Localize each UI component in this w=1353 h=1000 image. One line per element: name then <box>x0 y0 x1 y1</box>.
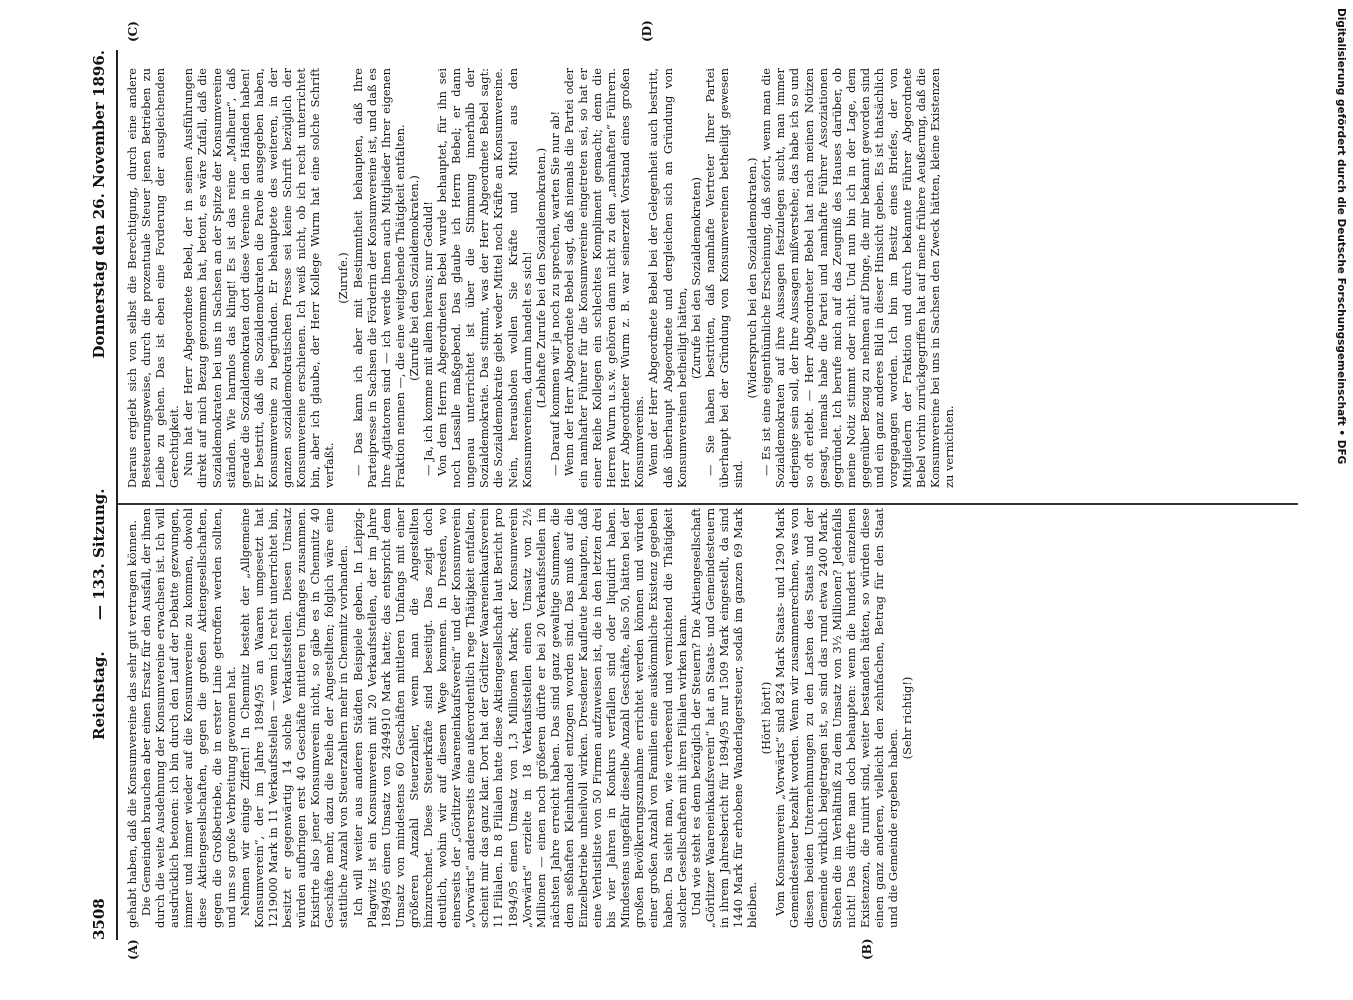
interjection: (Sehr richtig!) <box>900 676 915 760</box>
credit-text: Digitalisierung gefördert durch die Deutsche Forschungsgemeinschaft • DFG <box>1335 8 1347 465</box>
digitization-credit <box>1335 8 1349 993</box>
paragraph: — Ja, ich komme mit allem heraus; nur Geduld! <box>420 201 435 476</box>
paragraph: Vom Konsumverein „Vorwärts“ sind 824 Mark Staats- und 1290 Mark Gemeindesteuer bezahlt worden. Wenn wir zusammenrechnen, was von diesen beiden Unternehmungen zu den Lasten des Staats und der Gemeinde wirklich beigetragen ist, so sind das rund etwa 2400 Mark. Stehen die im Verhältniß zu dem Umsatz von 3½ Millionen? Jedenfalls nicht! Das dürfte man doch behaupten: wenn die hundert einzelnen Existenzen, die ruinirt sind, weiter bestanden hätten, so würden diese einen ganz anderen, vielleicht den zehnfachen, Betrag für den Staat und die Gemeinde ergeben haben. <box>773 508 901 928</box>
header-date: Donnerstag den 26. November 1896. <box>90 50 108 359</box>
interjection: (Zurufe bei den Sozialdemokraten.) <box>406 175 421 381</box>
header-rule <box>116 50 118 940</box>
paragraph: Die Gemeinden brauchen aber einen Ersatz für den Ausfall, der ihnen durch die weite Ausdehnung der Konsumvereine erwachsen ist. Ich will ausdrücklich betonen: ich bin durch den Lauf der Debatte gezwungen, immer und immer wieder auf die Konsumvereine zu kommen, obwohl diese Aktiengesellschaften, gegen die großen Aktiengesellschaften, gegen die Großbetriebe, die in erster Linie getroffen werden sollten, und uns so große Verbreitung gewonnen hat. <box>139 508 238 928</box>
paragraph: Wenn der Herr Abgeordnete Bebel bei der Gelegenheit auch bestritt, daß überhaupt Abgeordnete und dergleichen sich an Gründung von Konsumvereinen betheiligt hätten, <box>646 68 689 488</box>
paragraph: Daraus ergiebt sich von selbst die Berechtigung, durch eine andere Besteuerungsweise, durch die prozentuale Steuer jenen Betrieben zu Leibe zu gehen. Das ist eben eine Forderung der ausgleichenden Gerechtigkeit. <box>125 68 182 488</box>
paragraph: — Darauf kommen wir ja noch zu sprechen, warten Sie nur ab! <box>547 110 562 476</box>
interjection: (Widerspruch bei den Sozialdemokraten.) <box>745 157 760 399</box>
right-column <box>125 68 1295 488</box>
paragraph: Ich will weiter aus anderen Städten Beispiele geben. In Leipzig-Plagwitz ist ein Konsumverein mit 20 Verkaufsstellen, der im Jahre 1894/95 einen Umsatz von 2494910 Mark hatte; das entspricht dem Umsatz von mindestens 60 Geschäften mittleren Umfangs mit einer größeren Anzahl Steuerzahler, wenn man die Angestellten hinzurechnet. Diese Steuerkräfte sind beseitigt. Das zeigt doch deutlich, wohin wir auf diesem Wege kommen. In Dresden, wo einerseits der „Görlitzer Waareneinkaufsverein“ und der Konsumverein „Vorwärts“ andererseits eine außerordentlich rege Thätigkeit entfalten, scheint mir das ganz klar. Dort hat der Görlitzer Waareneinkaufsverein 11 Filialen. In 8 Filialen hatte diese Aktiengesellschaft laut Bericht pro 1894/95 einen Umsatz von 1,3 Millionen Mark; der Konsumverein „Vorwärts“ erzielte in 18 Verkaufsstellen einen Umsatz von 2½ Millionen — einen noch größeren dürfte er bei 20 Verkaufsstellen im nächsten Jahre erreicht haben. Das sind ganz gewaltige Summen, die dem seßhaften Kleinhandel entzogen worden sind. Das muß auf die Einzelbetriebe unheilvoll wirken. Dresdener Kaufleute behaupten, daß eine Verlustliste von 50 Firmen aufzuweisen ist, die in den letzten drei bis vier Jahren in Konkurs verfallen sind oder liquidirt haben. Mindestens ungefähr dieselbe Anzahl Geschäfte, also 50, hätten bei der großen Bevölkerungszunahme errichtet werden können und würden einer großen Anzahl von Familien eine auskömmliche Existenz gegeben haben. Da sieht man, wie verheerend und vernichtend die Thätigkeit solcher Gesellschaften mit ihren Filialen wirken kann. <box>350 508 689 928</box>
margin-mark-c: (C) <box>126 21 140 42</box>
column-divider <box>118 504 1298 506</box>
page-number: 3508 <box>90 898 108 940</box>
paragraph: Nehmen wir einige Ziffern! In Chemnitz besteht der „Allgemeine Konsumverein“, der im Jahre 1894/95 an Waaren umgesetzt hat 1219000 Mark in 11 Verkaufsstellen — wenn ich recht unterrichtet bin, besitzt er gegenwärtig 14 solche Verkaufsstellen. Diesen Umsatz würden aufbringen erst 40 Geschäfte mittleren Umfanges zusammen. Existirte also jener Konsumverein nicht, so gäbe es in Chemnitz 40 Geschäfte mehr, dazu die Reihe der Angestellten; folglich wäre eine stattliche Anzahl von Steuerzahlern mehr in Chemnitz vorhanden. <box>237 508 351 928</box>
paragraph: gehabt haben, daß die Konsumvereine das sehr gut vertragen können. <box>125 520 139 928</box>
paragraph: — Sie haben bestritten, daß namhafte Vertreter Ihrer Partei überhaupt bei der Gründung von Konsumvereinen betheiligt gewesen sind. <box>702 68 746 488</box>
paragraph: — Es ist eine eigenthümliche Erscheinung, daß sofort, wenn man die Sozialdemokraten auf ihre Aussagen festzulegen sucht, man immer derjenige sein soll, der Ihre Aussagen mißverstehe; das habe ich so und so oft erlebt. — Herr Abgeordneter Bebel hat nach meinen Notizen gesagt, niemals habe die Partei und namhafte Führer Assoziationen gegründet. Ich berufe mich auf das Zeugniß des Hauses darüber, ob meine Notiz stimmt oder nicht. Und nun bin ich in der Lage, dem gegenüber Bezug zu nehmen auf Dinge, die mir bekannt geworden sind und ein ganz anderes Bild in dieser Hinsicht geben. Es ist thatsächlich vorgegangen worden. Ich bin im Besitz eines Briefes, der von Mitgliedern der Fraktion und durch bekannte Führer Abgeordnete Bebel vorhin zurückgegriffen hat auf meine frühere Aeußerung, daß die Konsumvereine bei uns in Sachsen den Zweck hätten, kleine Existenzen zu vernichten. <box>759 68 957 488</box>
paragraph: Wenn der Herr Abgeordnete Bebel sagt, daß niemals die Partei oder ein namhafter Führer für die Konsumvereine eingetreten sei, so hat er einer Reihe Kollegen ein schlechtes Kompliment gemacht; denn die Herren Wurm u.s.w. gehören dann nicht zu den „namhaften“ Führern. Herr Abgeordneter Wurm z. B. war seinerzeit Vorstand eines großen Konsumvereins. <box>561 68 647 488</box>
running-header <box>90 50 114 940</box>
header-session: — 133. Sitzung. <box>90 488 108 620</box>
interjection: (Zurufe bei den Sozialdemokraten) <box>688 177 703 380</box>
header-title: Reichstag. <box>90 651 108 740</box>
left-column <box>125 508 1295 928</box>
interjection: (Lebhafte Zurufe bei den Sozialdemokraten.) <box>533 147 548 409</box>
paragraph: Von dem Herrn Abgeordneten Bebel wurde behauptet, für ihn sei noch Lassalle maßgebend. Das glaube ich Herrn Bebel; er dann ungenau unterrichtet ist über die Stimmung innerhalb der Sozialdemokratie. Das stimmt, was der Herr Abgeordnete Bebel sagt: die Sozialdemokratie giebt weder Mittel noch Kräfte an Konsumvereine. Nein, herausholen wollen Sie Kräfte und Mittel aus den Konsumvereinen, darum handelt es sich! <box>435 68 534 488</box>
paragraph: — Das kann ich aber mit Bestimmtheit behaupten, daß Ihre Parteipresse in Sachsen die Förderin der Konsumvereine ist, und daß es Ihre Agitatoren sind — ich werde Ihnen auch Mitglieder Ihrer eigenen Fraktion nennen —, die eine weitgehende Thätigkeit entfalten. <box>350 68 407 488</box>
margin-mark-b: (B) <box>860 938 874 960</box>
interjection: (Hört! hört!) <box>759 681 774 755</box>
paragraph: Und wie steht es denn bezüglich der Steuern? Die Aktiengesellschaft „Görlitzer Waareneinkaufsverein“ hat an Staats- und Gemeindesteuern in ihrem Jahresbericht für 1894/95 nur 1509 Mark eingestellt, da sind 1440 Mark für erhobene Wanderlagersteuer, sodaß im ganzen 69 Mark bleiben. <box>688 508 760 928</box>
margin-mark-a: (A) <box>126 939 140 960</box>
margin-mark-d: (D) <box>640 20 654 42</box>
paragraph: Nun hat der Herr Abgeordnete Bebel, der in seinen Ausführungen direkt auf mich Bezug genommen hat, betont, es wäre Zufall, daß die Sozialdemokraten bei uns in Sachsen an der Spitze der Konsumvereine ständen. Wie harmlos das klingt! Es ist das reine „Malheur“, daß gerade die Sozialdemokraten dort diese Vereine in den Händen haben! Er bestritt, daß die Sozialdemokraten die Parole ausgegeben haben, Konsumvereine zu begründen. Er behauptete des weiteren, in der ganzen sozialdemokratischen Presse sei keine Schrift bezüglich der Konsumvereine erschienen. Ich weiß nicht, ob ich recht unterrichtet bin, aber ich glaube, der Herr Kollege Wurm hat eine solche Schrift verfaßt. <box>181 68 337 488</box>
interjection: (Zurufe.) <box>336 252 351 304</box>
